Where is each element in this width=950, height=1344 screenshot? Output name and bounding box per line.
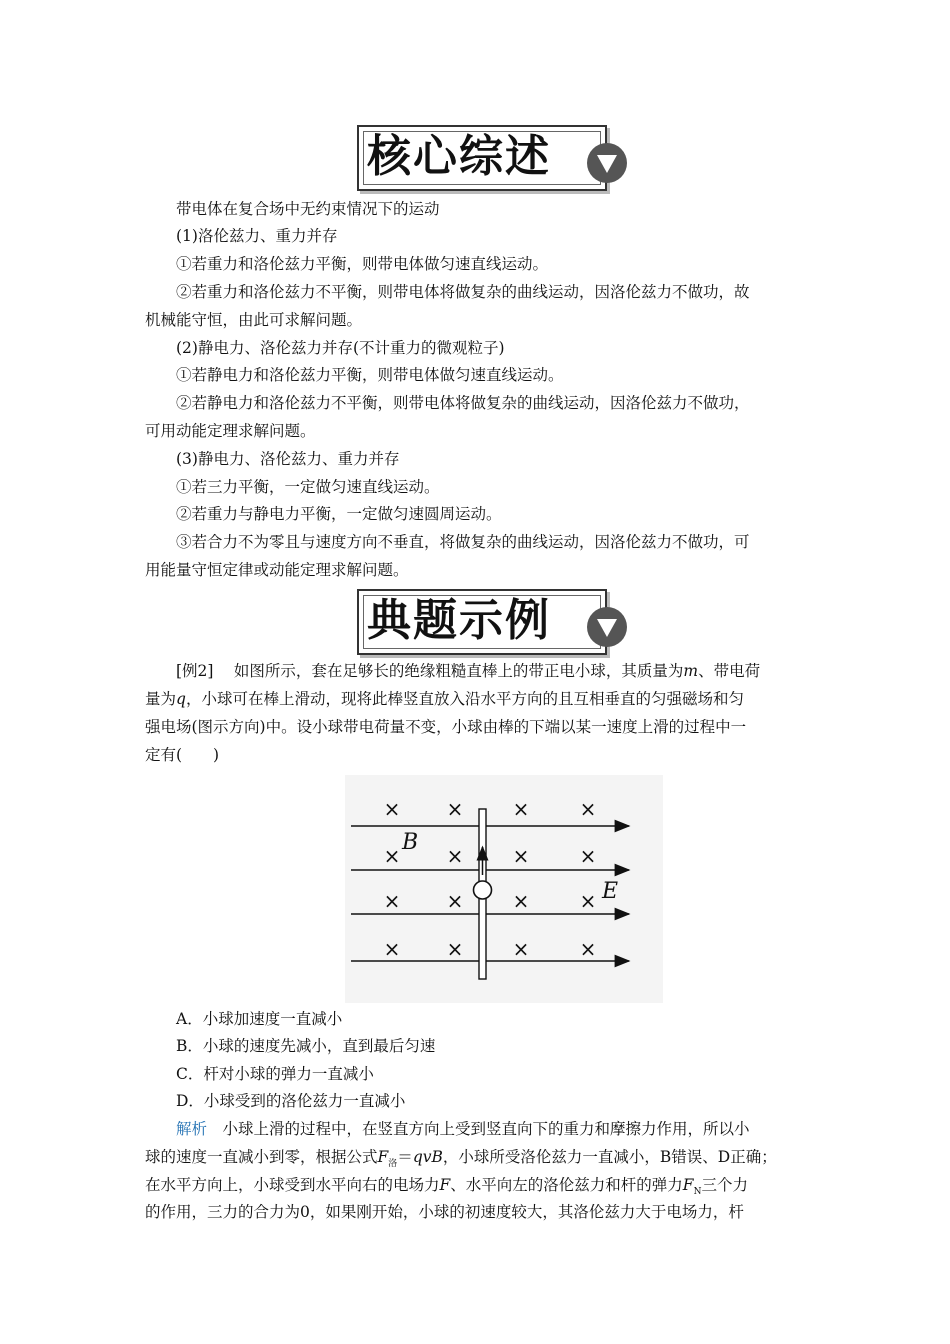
section-1-item-b-line1: ②若重力和洛伦兹力不平衡，则带电体将做复杂的曲线运动，因洛伦兹力不做功，故 [176,283,750,301]
b-field-cross: × [446,937,464,961]
b-field-cross: × [446,844,464,868]
field-diagram [345,775,663,1003]
b-field-cross: × [579,889,597,913]
section-1-item-a: ①若重力和洛伦兹力平衡，则带电体做匀速直线运动。 [176,255,549,273]
section-2-item-a: ①若静电力和洛伦兹力平衡，则带电体做匀速直线运动。 [176,366,564,384]
section-3-title: (3)静电力、洛伦兹力、重力并存 [176,450,400,468]
analysis-line-2: 球的速度一直减小到零，根据公式$F_洛=qvB$，小球所受洛伦兹力一直减小，B错误、D正确； [145,1148,777,1170]
b-field-cross: × [512,889,530,913]
ball [474,881,492,899]
section-2-item-b-line1: ②若静电力和洛伦兹力不平衡，则带电体将做复杂的曲线运动，因洛伦兹力不做功， [176,394,750,412]
analysis-tag: 解析 [176,1120,208,1138]
banner-title: 核心综述 [367,131,551,182]
question-line-4: 定有( ) [145,746,220,764]
down-triangle-icon [587,607,627,647]
b-field-cross: × [446,889,464,913]
b-field-cross: × [512,844,530,868]
option-a: A．小球加速度一直减小 [176,1010,343,1028]
b-field-cross: × [446,797,464,821]
question-line-2: 量为q，小球可在棒上滑动，现将此棒竖直放入沿水平方向的且互相垂直的匀强磁场和匀 [145,690,744,708]
option-c: C．杆对小球的弹力一直减小 [176,1065,374,1083]
b-field-cross: × [512,937,530,961]
analysis-line-4: 的作用，三力的合力为0，如果刚开始，小球的初速度较大，其洛伦兹力大于电场力，杆 [145,1203,744,1221]
analysis-line-3: 在水平方向上，小球受到水平向右的电场力F、水平向左的洛伦兹力和杆的弹力$F_N$三个力 [145,1176,748,1198]
section-banner-core-summary [357,125,607,191]
example-label: [例2] [176,662,214,680]
banner-title: 典题示例 [367,595,551,646]
b-field-cross: × [579,937,597,961]
option-b: B．小球的速度先减小，直到最后匀速 [176,1037,436,1055]
section-banner-example [357,589,607,655]
option-d: D．小球受到的洛伦兹力一直减小 [176,1092,406,1110]
b-field-cross: × [579,797,597,821]
section-2-item-b-line2: 可用动能定理求解问题。 [145,422,316,440]
b-field-cross: × [383,844,401,868]
question-line-3: 强电场(图示方向)中。设小球带电荷量不变，小球由棒的下端以某一速度上滑的过程中一 [145,718,747,736]
charge-symbol: q [176,690,186,708]
section-1-title: (1)洛伦兹力、重力并存 [176,227,338,245]
b-field-cross: × [383,797,401,821]
label-B: B [402,830,419,855]
analysis-line-1: 解析 小球上滑的过程中，在竖直方向上受到竖直向下的重力和摩擦力作用，所以小 [176,1120,750,1138]
summary-intro: 带电体在复合场中无约束情况下的运动 [176,200,440,218]
section-3-item-c-line2: 用能量守恒定律或动能定理求解问题。 [145,561,409,579]
b-field-cross: × [383,889,401,913]
mass-symbol: m [683,662,699,680]
b-field-cross: × [383,937,401,961]
section-3-item-b: ②若重力与静电力平衡，一定做匀速圆周运动。 [176,505,502,523]
section-2-title: (2)静电力、洛伦兹力并存(不计重力的微观粒子) [176,339,505,357]
question-line-1: [例2] 如图所示，套在足够长的绝缘粗糙直棒上的带正电小球，其质量为m、带电荷 [176,662,761,680]
down-triangle-icon [587,143,627,183]
b-field-cross: × [579,844,597,868]
field-diagram-svg [345,775,663,1003]
section-1-item-b-line2: 机械能守恒，由此可求解问题。 [145,311,363,329]
section-3-item-c-line1: ③若合力不为零且与速度方向不垂直，将做复杂的曲线运动，因洛伦兹力不做功，可 [176,533,750,551]
label-E: E [602,879,619,904]
section-3-item-a: ①若三力平衡，一定做匀速直线运动。 [176,478,440,496]
b-field-cross: × [512,797,530,821]
